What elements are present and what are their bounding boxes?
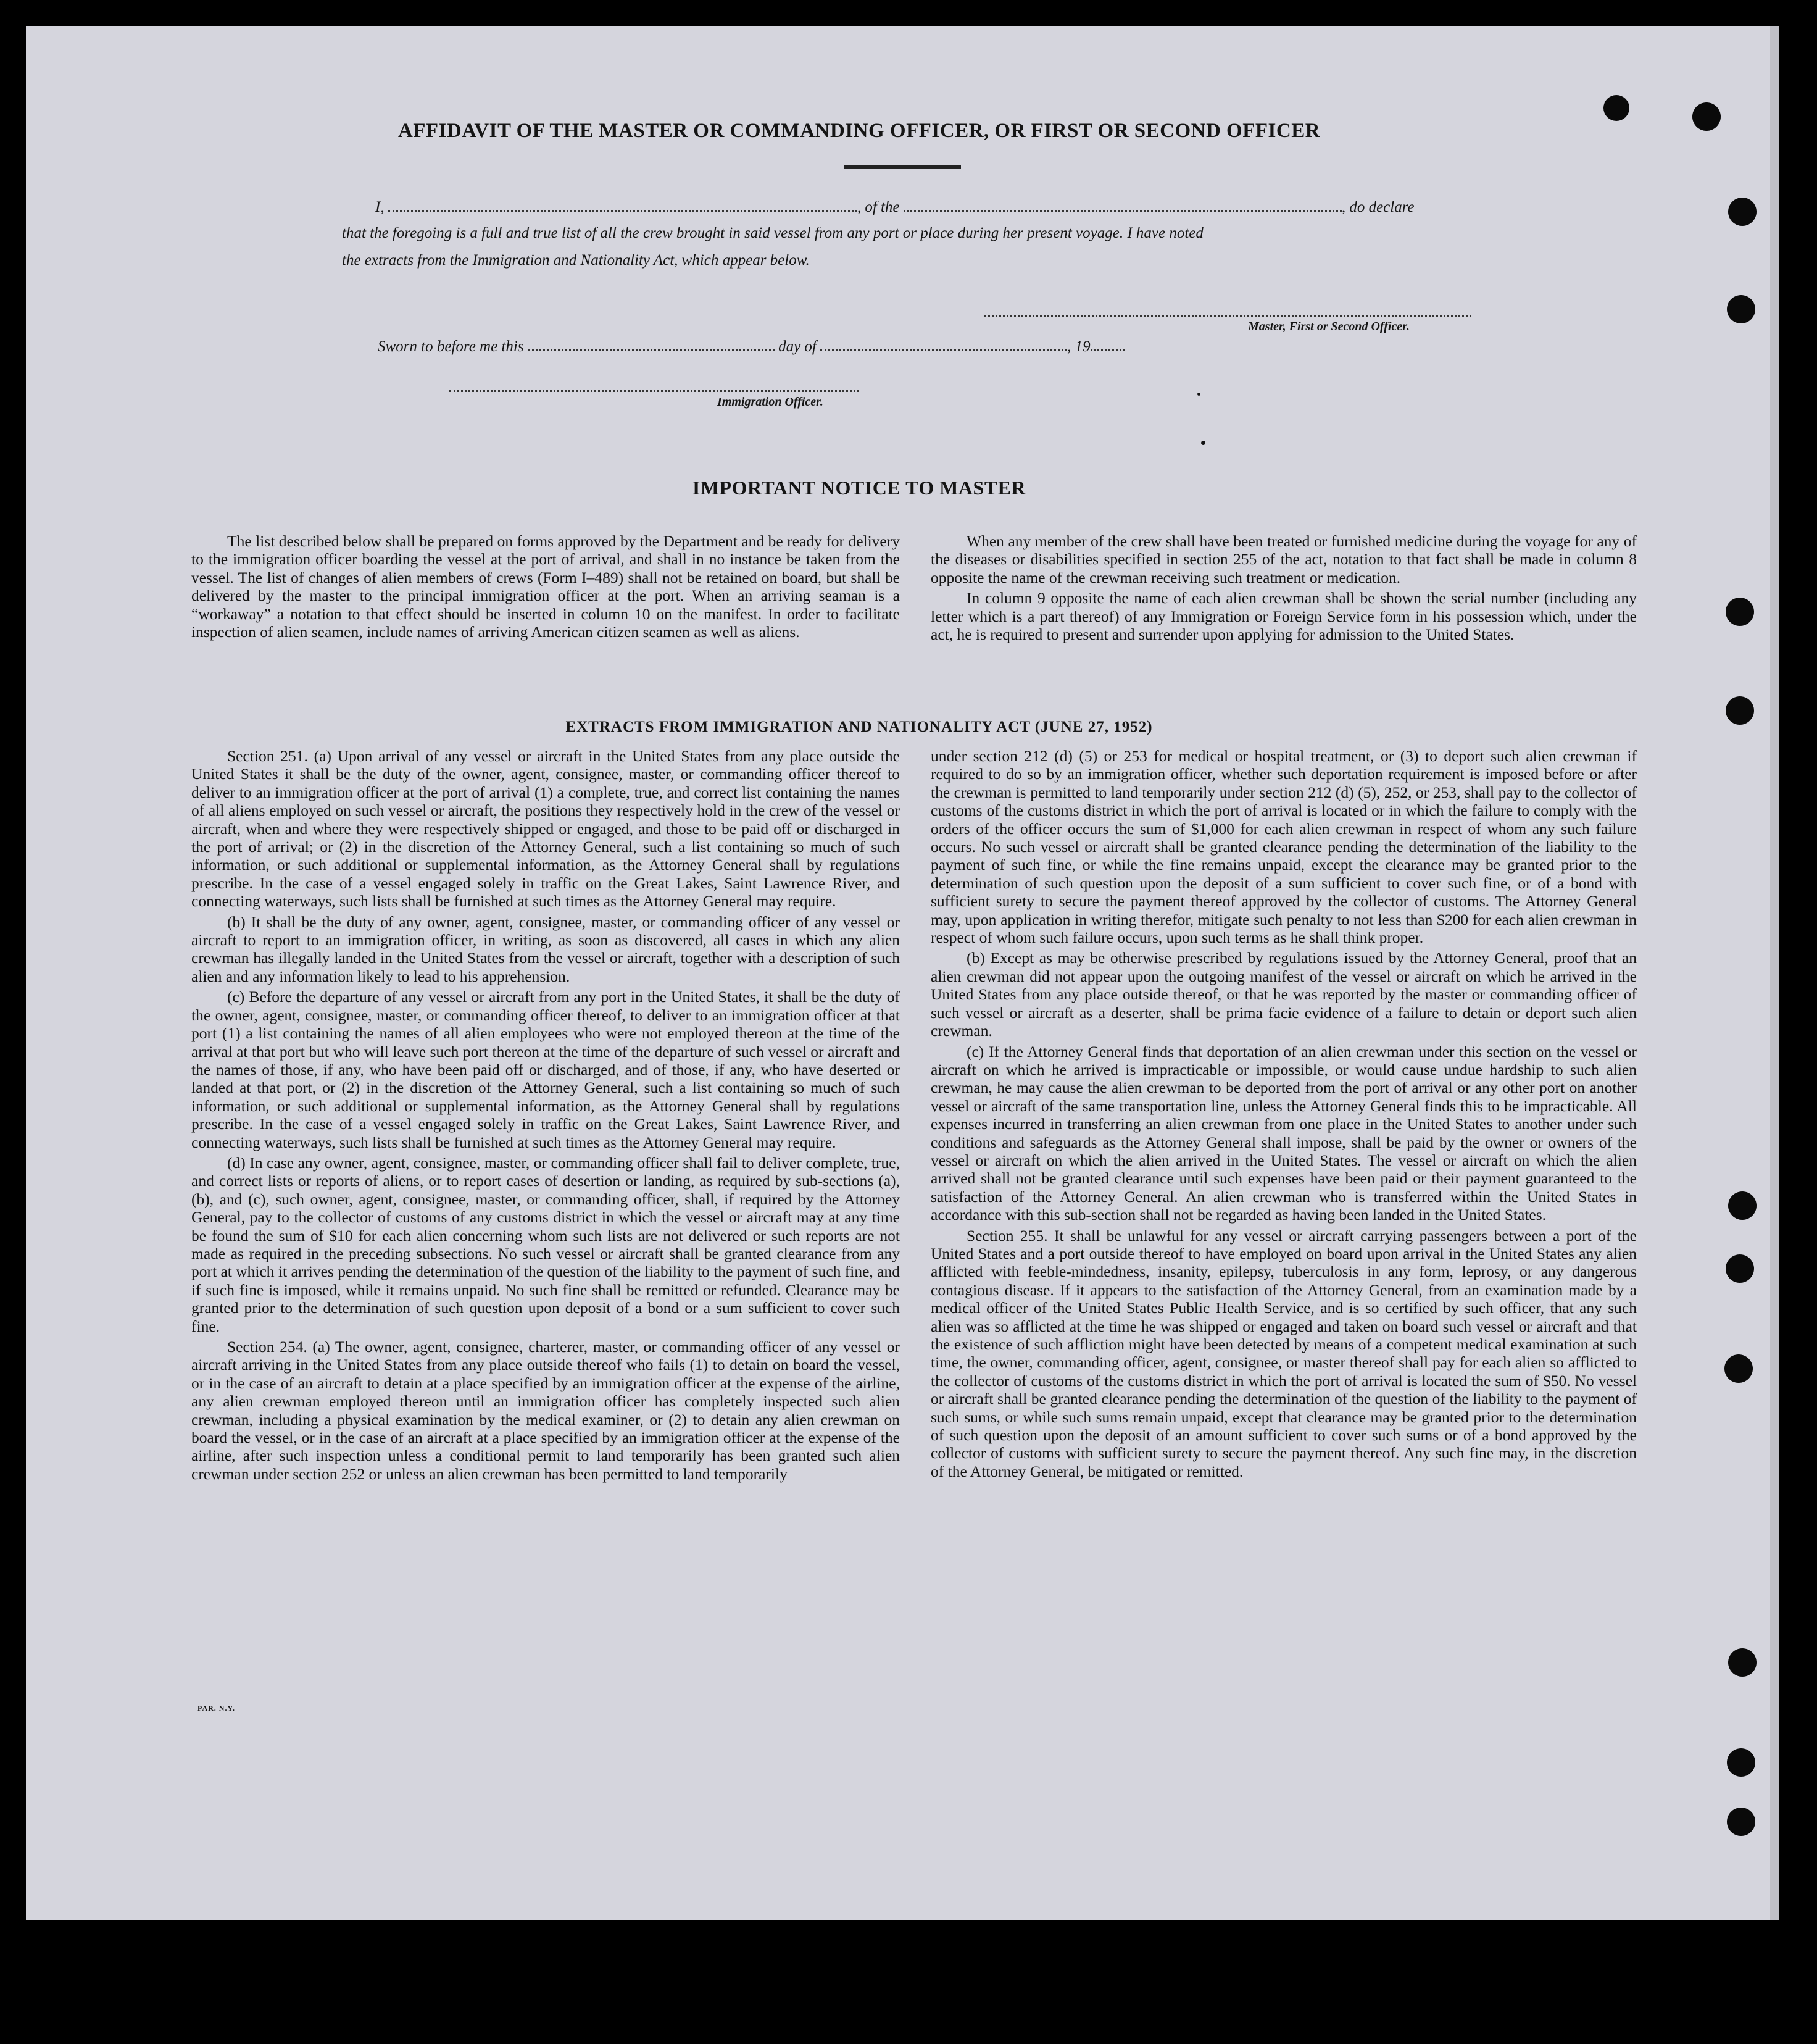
binder-hole-icon — [1603, 95, 1629, 121]
declaration-line-2: that the foregoing is a full and true list of all the crew brought in said vessel from any port or place during her present voyage. I have noted — [342, 225, 1204, 241]
notice-paragraph: When any member of the crew shall have been treated or furnished medicine during the voyage for any of the diseases or disabilities specified in section 255 of the act, notation to that fact shall be made in column 8 opposite the name of the crewman receiving such treatment or medication. — [931, 532, 1637, 586]
notice-right-column — [931, 532, 1637, 646]
extracts-right-column — [931, 747, 1637, 1483]
declarant-name-field[interactable] — [388, 198, 857, 212]
affidavit-title: AFFIDAVIT OF THE MASTER OR COMMANDING OFFICER, OR FIRST OR SECOND OFFICER — [397, 120, 1321, 142]
binder-hole-icon — [1728, 1191, 1757, 1220]
extracts-left-column — [191, 747, 900, 1485]
sworn-month-field[interactable] — [820, 337, 1067, 351]
binder-hole-icon — [1727, 1748, 1755, 1777]
binder-hole-icon — [1728, 198, 1757, 226]
binder-hole-icon — [1726, 598, 1754, 626]
declaration-line-3: the extracts from the Immigration and Nationality Act, which appear below. — [342, 252, 810, 269]
extract-paragraph: (c) If the Attorney General finds that deportation of an alien crewman under this section on the vessel or aircraft on which he arrived is impracticable or impossible, or would cause undue hardship to such alien crewman, he may cause the alien crewman to be deported from the port of arrival or any other port on another vessel or aircraft of the same transportation line, unless the Attorney General finds this to be impracticable. All expenses incurred in transferring an alien crewman from one place in the United States to another under such conditions and safeguards as the Attorney General shall impose, shall be paid by the owner or owners of the vessel or aircraft on which the alien arrived in the United States. The vessel or aircraft on which the alien arrived shall not be granted clearance until such expenses have been paid or their payment guaranteed to the satisfaction of the Attorney General. An alien crewman who is transferred within the United States in accordance with this sub-section shall not be regarded as having been landed in the United States. — [931, 1042, 1637, 1224]
declaration-line-1 — [375, 198, 1415, 216]
declarant-prefix: I, — [375, 199, 385, 215]
binder-hole-icon — [1692, 102, 1721, 131]
do-declare-label: , do declare — [1341, 199, 1415, 215]
ink-speck — [1197, 393, 1200, 396]
sworn-day-field[interactable] — [528, 337, 775, 351]
binder-hole-icon — [1724, 1354, 1753, 1383]
ink-speck — [1201, 441, 1205, 445]
extract-paragraph: (d) In case any owner, agent, consignee, master, or commanding officer shall fail to deliver complete, true, and correct lists or reports of aliens, or to report cases of desertion or landing, as required by sub-sections (a), (b), and (c), such owner, agent, consignee, master, or commanding officer, shall, if required by the Attorney General, pay to the collector of customs of any customs district in which the vessel or aircraft may at any time be found the sum of $10 for each alien concerning whom such lists are not delivered or such reports are not made as required in the preceding subsections. No such vessel or aircraft shall be granted clearance from any port at which it arrives pending the determination of the question of the liability to the payment of such fine, and if such fine is imposed, while it remains unpaid. No such fine shall be remitted or refunded. Clearance may be granted prior to the determination of such question upon deposit of a bond or a sum sufficient to cover such fine. — [191, 1153, 900, 1335]
binder-hole-icon — [1726, 1254, 1754, 1283]
sworn-line — [378, 337, 1125, 356]
binder-hole-icon — [1727, 1808, 1755, 1836]
master-signature-line[interactable] — [984, 315, 1471, 317]
notice-left-column — [191, 532, 900, 643]
title-rule — [844, 165, 961, 169]
of-the-label: , of the — [857, 199, 900, 215]
extract-paragraph: under section 212 (d) (5) or 253 for medical or hospital treatment, or (3) to deport such alien crewman if required to do so by an immigration officer, whether such deportation requirement is imposed before or after the crewman is permitted to land temporarily under section 212 (d) (5), 252, or 253, shall pay to the collector of customs of the customs district in which the port of arrival is located or in which the failure to comply with the orders of the officer occurs the sum of $1,000 for each alien crewman in respect of whom any such failure occurs. No such vessel or aircraft shall be granted clearance pending the determination of the liability to the payment of such fine, or while the fine remains unpaid, except the clearance may be granted prior to the determination of such question upon the deposit of a sum sufficient to cover such fine, or of a bond with sufficient surety to secure the payment thereof approved by the collector of customs. The Attorney General may, upon application in writing therefor, mitigate such penalty to not less than $200 for each alien crewman in respect of whom such failure occurs, upon such terms as he shall think proper. — [931, 747, 1637, 947]
printer-mark: PAR. N.Y. — [198, 1704, 236, 1712]
extract-paragraph: Section 251. (a) Upon arrival of any vessel or aircraft in the United States from any place outside the United States it shall be the duty of the owner, agent, consignee, master, or commanding officer thereof to deliver to an immigration officer at the port of arrival (1) a complete, true, and correct list containing the names of all aliens employed on such vessel or aircraft, the positions they respectively hold in the crew of the vessel or aircraft, when and where they were respectively shipped or engaged, and those to be paid off or discharged in the port of arrival; or (2) in the discretion of the Attorney General, such a list containing so much of such information, or such additional or supplemental information, as the Attorney General shall by regulations prescribe. In the case of a vessel engaged solely in traffic on the Great Lakes, Saint Lawrence River, and connecting waterways, such lists shall be furnished at such times as the Attorney General may require. — [191, 747, 900, 911]
page-edge — [1770, 26, 1779, 1920]
notice-title: IMPORTANT NOTICE TO MASTER — [692, 477, 1026, 499]
sworn-label: Sworn to before me this — [378, 338, 524, 355]
binder-hole-icon — [1727, 295, 1755, 323]
document-page — [26, 26, 1779, 1920]
notice-paragraph: In column 9 opposite the name of each alien crewman shall be shown the serial number (including any letter which is a part thereof) of any Immigration or Foreign Service form in his possession which, under the act, he is required to present and surrender upon applying for admission to the United States. — [931, 589, 1637, 644]
extract-paragraph: (b) Except as may be otherwise prescribed by regulations issued by the Attorney General, proof that an alien crewman did not appear upon the outgoing manifest of the vessel or aircraft on which he arrived in the United States from any place outside thereof, or that he was reported by the master or commanding officer of such vessel or aircraft as a deserter, shall be prima facie evidence of a failure to detain or deport such alien crewman. — [931, 949, 1637, 1040]
notice-paragraph: The list described below shall be prepared on forms approved by the Department and be ready for delivery to the immigration officer boarding the vessel at the port of arrival, and shall in no instance be taken from the vessel. The list of changes of alien members of crews (Form I–489) shall not be retained on board, but shall be delivered by the master to the principal immigration officer at the port. When an arriving seaman is a “workaway” a notation to that effect should be inserted in column 10 on the manifest. In order to facilitate inspection of alien seamen, include names of arriving American citizen seamen as well as aliens. — [191, 532, 900, 641]
master-signature-caption: Master, First or Second Officer. — [1248, 320, 1410, 333]
extracts-title: EXTRACTS FROM IMMIGRATION AND NATIONALITY ACT (JUNE 27, 1952) — [565, 719, 1153, 735]
extract-paragraph: Section 254. (a) The owner, agent, consignee, charterer, master, or commanding officer of any vessel or aircraft arriving in the United States from any place outside thereof who fails (1) to detain on board the vessel, or in the case of an aircraft to detain at a place specified by an immigration officer at the expense of the airline, any alien crewman employed thereon until an immigration officer has completely inspected such alien crewman, including a physical examination by the medical examiner, or (2) to detain any alien crewman on board the vessel, or in the case of an aircraft at a place specified by an immigration officer at the expense of the airline, after such inspection unless a conditional permit to land temporarily has been granted such alien crewman under section 252 or unless an alien crewman has been permitted to land temporarily — [191, 1338, 900, 1483]
officer-signature-line[interactable] — [449, 390, 859, 392]
extract-paragraph: Section 255. It shall be unlawful for any vessel or aircraft carrying passengers between a port of the United States and a port outside thereof to have employed on board upon arrival in the United States any alien afflicted with feeble-mindedness, insanity, epilepsy, tuberculosis in any form, leprosy, or any dangerous contagious disease. If it appears to the satisfaction of the Attorney General, from an examination made by a medical officer of the United States Public Health Service, and is so certified by such officer, that any such alien was so afflicted at the time he was shipped or engaged and taken on board such vessel or aircraft and that the existence of such affliction might have been detected by means of a competent medical examination at such time, the owner, commanding officer, agent, consignee, or master thereof shall pay for each alien so afflicted to the collector of customs of the customs district in which the port of arrival is located the sum of $50. No vessel or aircraft shall be granted clearance pending the determination of the question of the liability to the payment of such sums, or while such sums remain unpaid, except that clearance may be granted prior to the determination of such question upon the deposit of an amount sufficient to cover such sums or of a bond approved by the collector of customs with sufficient surety to secure the payment thereof. Any such fine may, in the discretion of the Attorney General, be mitigated or remitted. — [931, 1226, 1637, 1480]
day-of-label: day of — [778, 338, 817, 355]
extract-paragraph: (b) It shall be the duty of any owner, agent, consignee, master, or commanding officer of any vessel or aircraft to report to an immigration officer, in writing, as soon as discovered, all cases in which any alien crewman has illegally landed in the United States from the vessel or aircraft, together with a description of such alien and any information likely to lead to his apprehension. — [191, 912, 900, 985]
sworn-year-field[interactable] — [1091, 337, 1125, 351]
binder-hole-icon — [1726, 696, 1754, 725]
year-label: , 19 — [1067, 338, 1091, 355]
extract-paragraph: (c) Before the departure of any vessel or aircraft from any port in the United States, it shall be the duty of the owner, agent, consignee, master, or commanding officer thereof, to deliver to an immigration officer at that port (1) a list containing the names of all alien employees who were not employed thereon at the time of the arrival at that port but who will leave such port thereon at the time of the departure of such vessel or aircraft and the names of those, if any, who have been paid off or discharged, and of those, if any, who have deserted or landed at that port, or (2) in the discretion of the Attorney General, such a list containing so much of such information, or such additional or supplemental information, as the Attorney General shall by regulations prescribe. In the case of a vessel engaged solely in traffic on the Great Lakes, Saint Lawrence River, and connecting waterways, such lists shall be furnished at such times as the Attorney General may require. — [191, 988, 900, 1151]
officer-signature-caption: Immigration Officer. — [717, 395, 823, 409]
binder-hole-icon — [1728, 1648, 1757, 1677]
vessel-name-field[interactable] — [904, 198, 1342, 212]
